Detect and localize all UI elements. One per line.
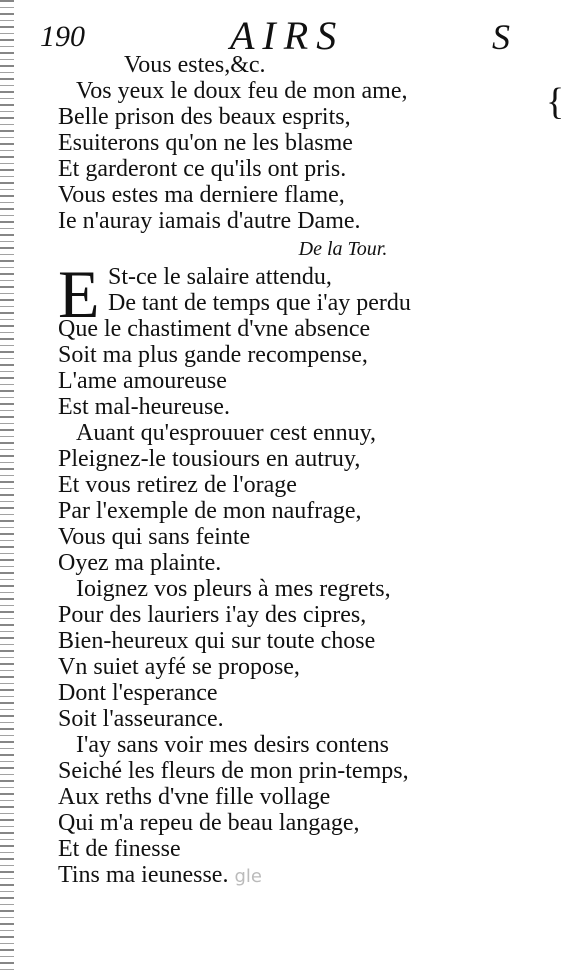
verse-line: Que le chastiment d'vne absence (58, 316, 371, 342)
drop-cap: E (58, 256, 100, 332)
verse-line: Oyez ma plainte. (58, 550, 222, 576)
verse-line: Vous estes ma derniere flame, (58, 182, 345, 208)
verse-line: Est mal-heureuse. (58, 394, 230, 420)
verse-line: L'ame amoureuse (58, 368, 227, 394)
verse-line: Aux reths d'vne fille vollage (58, 784, 331, 810)
running-title: AIRS (230, 13, 345, 58)
verse-line: Vous qui sans feinte (58, 524, 251, 550)
verse-line: Seiché les fleurs de mon prin-temps, (58, 758, 409, 784)
scan-watermark: gle (234, 866, 262, 887)
verse-line: Vos yeux le doux feu de mon ame, (76, 78, 408, 104)
verse-line: Soit ma plus gande recompense, (58, 342, 368, 368)
verse-line: Dont l'esperance (58, 680, 218, 706)
verse-line: Par l'exemple de mon naufrage, (58, 498, 362, 524)
verse-line-text: Tins ma ieunesse. (58, 862, 229, 888)
verse-line-text: St-ce le salaire attendu, (108, 264, 332, 290)
verse-line-last (58, 862, 558, 888)
verse-line: Et garderont ce qu'ils ont pris. (58, 156, 347, 182)
verse-line: Soit l'asseurance. (58, 706, 224, 732)
verse-line: Vn suiet ayfé se propose, (58, 654, 300, 680)
author-attribution: De la Tour. (298, 238, 388, 260)
verse-line: Bien-heureux qui sur toute chose (58, 628, 376, 654)
verse-line: Ie n'auray iamais d'autre Dame. (58, 208, 361, 234)
page-number: 190 (40, 20, 85, 53)
verse-line: Qui m'a repeu de beau langage, (58, 810, 360, 836)
verse-line: Pleignez-le tousiours en autruy, (58, 446, 361, 472)
verse-line: Esuiterons qu'on ne les blasme (58, 130, 353, 156)
poem-body (58, 52, 558, 888)
binding-gutter (0, 0, 14, 974)
verse-line: I'ay sans voir mes desirs contens (76, 732, 389, 758)
verse-line: Ioignez vos pleurs à mes regrets, (76, 576, 391, 602)
page-header (0, 12, 570, 58)
verse-line: Et vous retirez de l'orage (58, 472, 297, 498)
verse-line: Pour des lauriers i'ay des cipres, (58, 602, 367, 628)
verse-line: Belle prison des beaux esprits, (58, 104, 351, 130)
verse-line: Et de finesse (58, 836, 181, 862)
edge-bracket-mark: { (546, 81, 565, 123)
refrain-line: Vous estes,&c. (124, 52, 266, 78)
corner-mark: S (492, 17, 510, 57)
verse-line: Auant qu'esprouuer cest ennuy, (76, 420, 377, 446)
verse-line: De tant de temps que i'ay perdu (108, 290, 411, 316)
